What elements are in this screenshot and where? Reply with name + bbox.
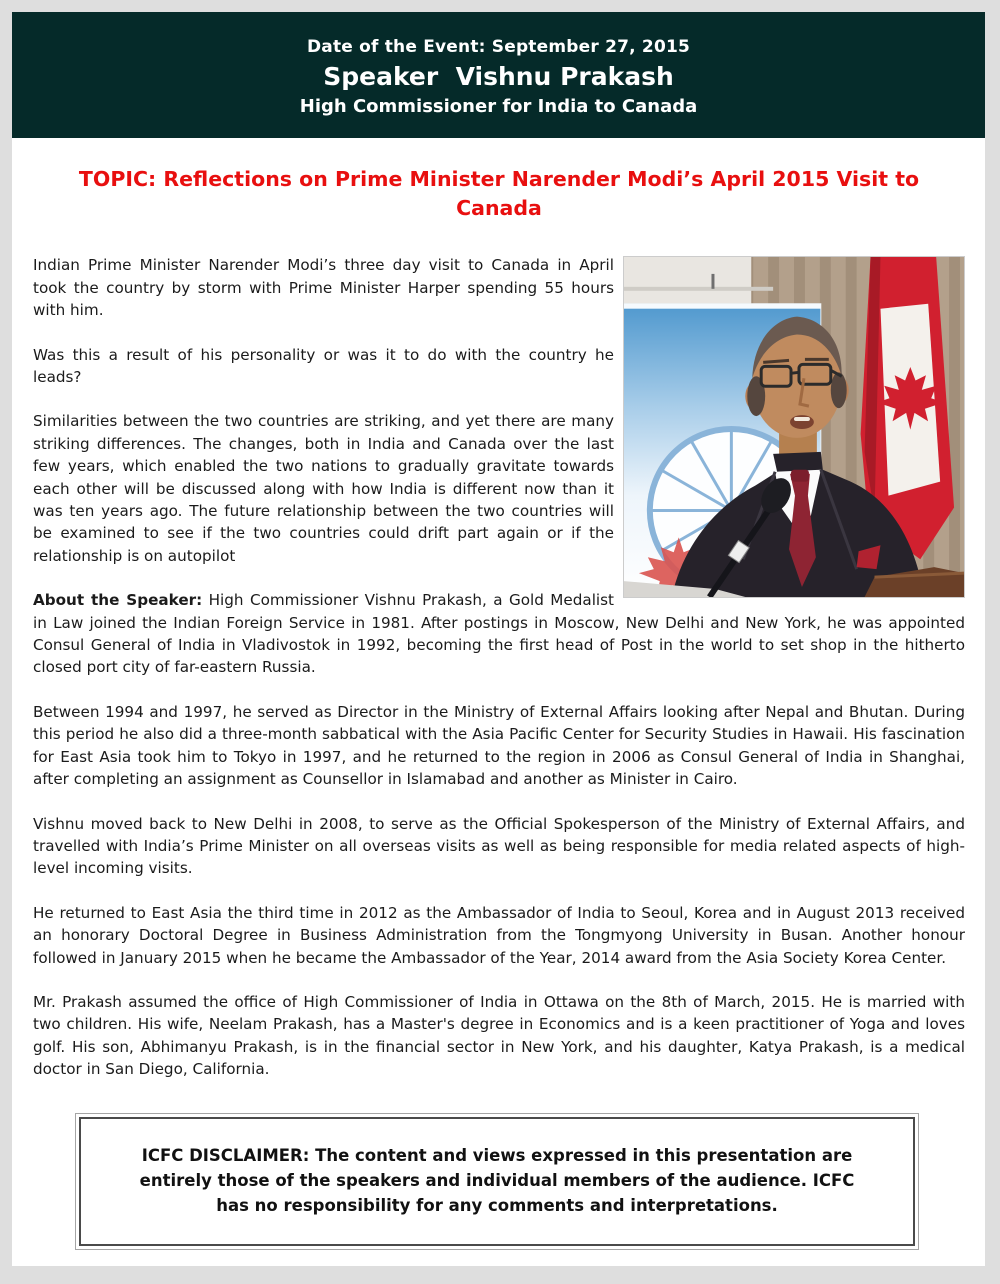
event-header xyxy=(12,12,985,138)
paragraph-5: Between 1994 and 1997, he served as Director in the Ministry of External Affairs looking after Nepal and Bhutan. During this period he also did a three-month sabbatical with the Asia Pacific Center for Security Studies in Hawaii. His fascination for East Asia took him to Tokyo in 1997, and he returned to the region in 2006 as Consul General of India in Shanghai, after completing an assignment as Counsellor in Islamabad and another as Minister in Cairo. xyxy=(33,702,965,789)
paragraph-1: Indian Prime Minister Narender Modi’s three day visit to Canada in April took the country by storm with Prime Minister Harper spending 55 hours with him. xyxy=(33,256,614,320)
about-the-speaker-text: High Commissioner Vishnu Prakash, a Gold Medalist in Law joined the Indian Foreign Service in 1981. After postings in Moscow, New Delhi and New York, he was appointed Consul General of India in Vladivostok in 1992, becoming the first head of Post in the world to set shop in the hitherto closed port city of far-eastern Russia. xyxy=(33,591,965,677)
event-speaker-name: Speaker Vishnu Prakash xyxy=(323,62,674,91)
speaker-photo xyxy=(623,256,965,598)
topic-heading: TOPIC: Reflections on Prime Minister Narender Modi’s April 2015 Visit to Canada xyxy=(78,167,920,220)
paragraph-3: Similarities between the two countries are striking, and yet there are many striking differences. The changes, both in India and Canada over the last few years, which enabled the two nations to gradually gravitate towards each other will be discussed along with how India is different now than it was ten years ago. The future relationship between the two countries will be examined to see if the two countries could drift part again or if the relationship is on autopilot xyxy=(33,412,614,565)
paragraph-2: Was this a result of his personality or was it to do with the country he leads? xyxy=(33,345,614,386)
speaker-photo-illustration xyxy=(624,257,964,597)
disclaimer-box xyxy=(75,1113,919,1250)
disclaimer-text: ICFC DISCLAIMER: The content and views expressed in this presentation are entirely those of the speakers and individual members of the audience. ICFC has no responsibility for any comments and interpretations. xyxy=(139,1145,855,1215)
paragraph-4 xyxy=(33,589,965,679)
paragraph-8: Mr. Prakash assumed the office of High Commissioner of India in Ottawa on the 8th of March, 2015. He is married with two children. His wife, Neelam Prakash, has a Master's degree in Economics and is a keen practitioner of Yoga and loves golf. His son, Abhimanyu Prakash, is in the financial sector in New York, and his daughter, Katya Prakash, is a medical doctor in San Diego, California. xyxy=(33,992,965,1079)
paragraph-6: Vishnu moved back to New Delhi in 2008, to serve as the Official Spokesperson of the Ministry of External Affairs, and travelled with India’s Prime Minister on all overseas visits as well as being responsible for media related aspects of high-level incoming visits. xyxy=(33,814,965,878)
article-text xyxy=(33,254,965,1080)
about-the-speaker-label: About the Speaker: xyxy=(33,591,203,610)
event-date: Date of the Event: September 27, 2015 xyxy=(306,37,691,57)
document-page xyxy=(12,12,985,1266)
document-body xyxy=(12,138,985,1266)
paragraph-7: He returned to East Asia the third time in 2012 as the Ambassador of India to Seoul, Korea and in August 2013 received an honorary Doctoral Degree in Business Administration from the Tongmyong University in Busan. Another honour followed in January 2015 when he became the Ambassador of the Year, 2014 award from the Asia Society Korea Center. xyxy=(33,903,965,967)
disclaimer-box-inner xyxy=(79,1117,915,1246)
event-speaker-title: High Commissioner for India to Canada xyxy=(299,96,698,117)
